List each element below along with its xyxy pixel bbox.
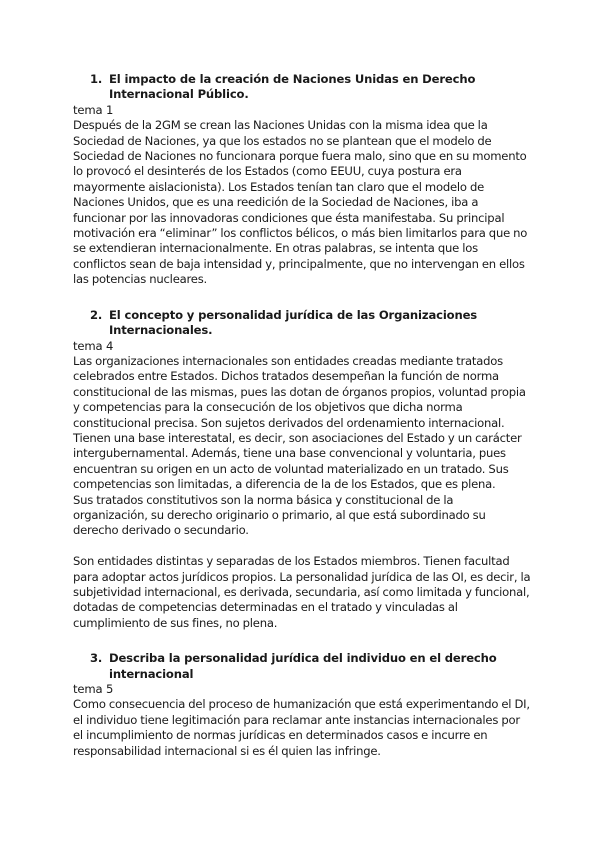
question-title: Describa la personalidad jurídica del individuo en el derecho internacional [109, 651, 497, 681]
question-section-3 [73, 651, 531, 759]
topic-tag: tema 4 [73, 338, 114, 353]
answer-paragraph: Sus tratados constitutivos son la norma básica y constitucional de la organización, su derecho originario o primario, al que está subordinado su derecho derivado o secundario. [73, 492, 486, 538]
question-heading [73, 651, 531, 682]
paragraph-gap [73, 539, 531, 554]
answer-paragraph: Como consecuencia del proceso de humanización que está experimentando el DI, el individuo tiene legitimación para reclamar ante instancias internacionales por el incumplimiento de normas jurídicas en determinados casos e incurre en responsabilidad internacional si es él quien las infringe. [73, 697, 530, 758]
answer-paragraph: Son entidades distintas y separadas de los Estados miembros. Tienen facultad para adoptar actos jurídicos propios. La personalidad jurídica de las OI, es decir, la subjetividad internacional, es derivada, secundaria, así como limitada y funcional, dotadas de competencias determinadas en el tratado y vinculadas al cumplimiento de sus fines, no plena. [73, 554, 531, 630]
topic-tag: tema 1 [73, 102, 114, 117]
question-number: 1. [90, 72, 103, 86]
question-title: El concepto y personalidad jurídica de las Organizaciones Internacionales. [109, 307, 478, 338]
answer-paragraph: Después de la 2GM se crean las Naciones Unidas con la misma idea que la Sociedad de Naciones, ya que los estados no se plantean que el modelo de Sociedad de Naciones no funcionara porque fuera malo, sino que en su momento lo provocó el desinterés de los Estados (como EEUU, cuya postura era mayormente aislacionista). Los Estados tenían tan claro que el modelo de Naciones Unidos, que es una reedición de la Sociedad de Naciones, iba a funcionar por las innovadoras condiciones que ésta manifestaba. Su principal motivación era “eliminar” los conflictos bélicos, o más bien limitarlos para que no se extendieran internacionalmente. En otras palabras, se intenta que los conflictos sean de baja intensidad y, principalmente, que no intervengan en ellos las potencias nucleares. [73, 118, 528, 287]
answer-paragraph: Las organizaciones internacionales son entidades creadas mediante tratados celebrados entre Estados. Dichos tratados desempeñan la función de norma constitucional de las mismas, pues las dotan de órganos propios, voluntad propia y competencias para la consecución de los objetivos que dicha norma constitucional precisa. Son sujetos derivados del ordenamiento internacional. Tienen una base interestatal, es decir, son asociaciones del Estado y un carácter intergubernamental. Además, tiene una base convencional y voluntaria, pues encuentran su origen en un acto de voluntad materializado en un tratado. Sus competencias son limitadas, a diferencia de la de los Estados, que es plena. [73, 353, 526, 492]
question-section-1 [73, 72, 531, 288]
question-section-2 [73, 308, 531, 632]
question-number: 2. [90, 307, 103, 322]
question-title: El impacto de la creación de Naciones Unidas en Derecho Internacional Público. [109, 72, 476, 102]
document-page [73, 72, 531, 759]
topic-tag: tema 5 [73, 682, 114, 697]
question-heading [73, 308, 531, 339]
question-heading [73, 72, 531, 103]
question-number: 3. [90, 651, 103, 666]
